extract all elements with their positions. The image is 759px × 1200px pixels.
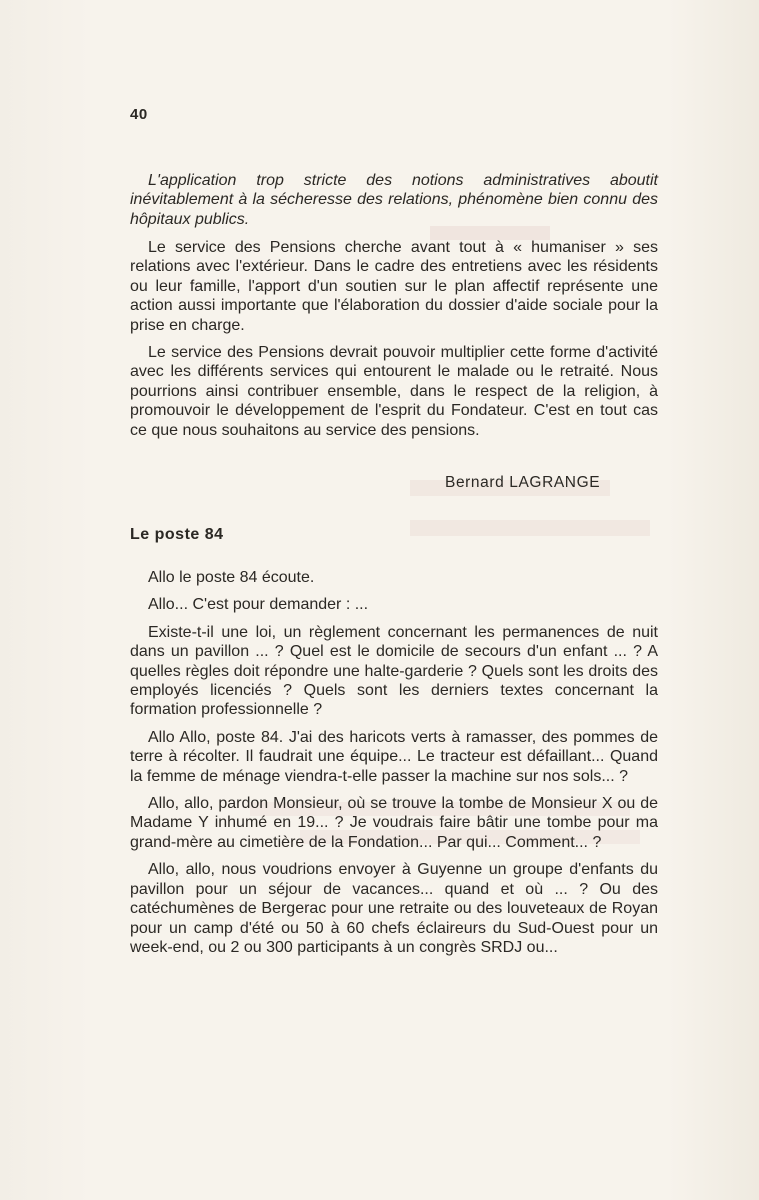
italic-paragraph: L'application trop stricte des notions administratives aboutit inévitablement à la sécheresse des relations, phénomène bien connu des hôpitaux publics. <box>130 172 658 228</box>
intro-text <box>130 171 658 229</box>
show-through-mark <box>410 520 650 536</box>
author-signature: Bernard LAGRANGE <box>445 474 601 491</box>
section-title: Le poste 84 <box>130 526 224 543</box>
section-paragraph: Allo, allo, nous voudrions envoyer à Guyenne un groupe d'enfants du pavillon pour un séjour de vacances... quand et où ... ? Ou des catéchumènes de Bergerac pour une retraite ou des louveteaux de Royan pour un camp d'été ou 50 à 60 chefs éclaireurs du Sud-Ouest pour un week-end, ou 2 ou 300 participants à un congrès SRDJ ou... <box>130 861 658 956</box>
paragraph-multiplier: Le service des Pensions devrait pouvoir multiplier cette forme d'activité avec les différents services qui entourent le malade ou le retraité. Nous pourrions ainsi contribuer ensemble, dans le respect de la religion, à promouvoir le développement de l'esprit du Fondateur. C'est en tout cas ce que nous souhaitons au service des pensions. <box>130 344 658 439</box>
intro-body <box>130 238 658 440</box>
section-paragraph: Allo... C'est pour demander : ... <box>148 596 369 614</box>
section-paragraph: Allo le poste 84 écoute. <box>148 569 315 586</box>
section-paragraph: Allo, allo, pardon Monsieur, où se trouve la tombe de Monsieur X ou de Madame Y inhumé en 19... ? Je voudrais faire bâtir une tombe pour ma grand-mère au cimetière de la Fondation... Par qui... Comment... ? <box>130 795 658 851</box>
paragraph-humaniser: Le service des Pensions cherche avant tout à « humaniser » ses relations avec l'extérieur. Dans le cadre des entretiens avec les résidents ou leur famille, l'apport d'un soutien sur le plan affectif représente une action aussi importante que l'élaboration du dossier d'aide sociale pour la prise en charge. <box>130 239 658 334</box>
section-paragraph: Existe-t-il une loi, un règlement concernant les permanences de nuit dans un pavillon ... ? Quel est le domicile de secours d'un enfant ... ? A quelles règles doit répondre une halte-garderie ? Quels sont les droits des employés licenciés ? Quels sont les derniers textes concernant la formation professionnelle ? <box>130 623 658 719</box>
section-paragraph: Allo Allo, poste 84. J'ai des haricots verts à ramasser, des pommes de terre à récolter. Il faudrait une équipe... Le tracteur est défaillant... Quand la femme de ménage viendra-t-elle passer la machine sur nos sols... ? <box>130 728 658 785</box>
section-body <box>130 568 658 957</box>
page-number: 40 <box>130 106 148 123</box>
